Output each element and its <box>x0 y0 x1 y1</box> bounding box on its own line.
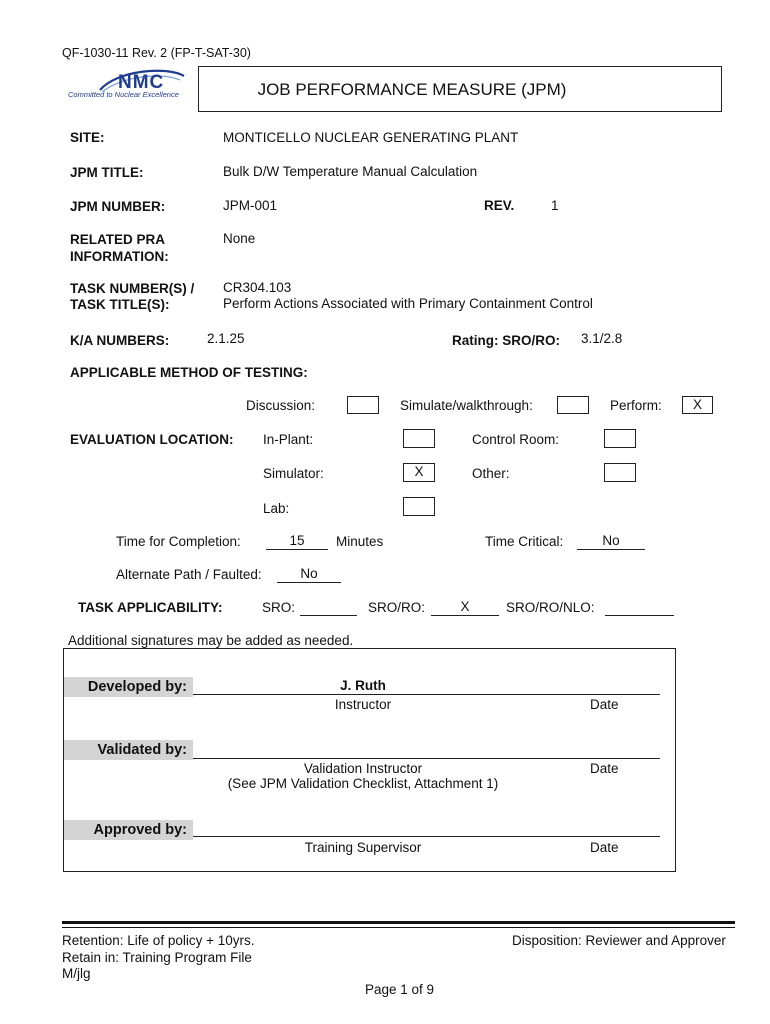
developed-date-label: Date <box>590 697 619 712</box>
developed-role: Instructor <box>334 697 392 712</box>
validated-label: Validated by: <box>64 740 193 760</box>
applicability-heading: TASK APPLICABILITY: <box>78 600 223 615</box>
disposition-text: Disposition: Reviewer and Approver <box>512 933 726 948</box>
sro-ro-nlo-label: SRO/RO/NLO: <box>506 600 595 615</box>
jpm-number-label: JPM NUMBER: <box>70 199 166 214</box>
simulate-label: Simulate/walkthrough: <box>400 398 533 413</box>
completion-unit: Minutes <box>336 534 384 549</box>
ka-value: 2.1.25 <box>207 331 245 346</box>
perform-checkbox[interactable]: X <box>682 396 713 414</box>
testing-heading: APPLICABLE METHOD OF TESTING: <box>70 365 308 380</box>
site-value: MONTICELLO NUCLEAR GENERATING PLANT <box>223 130 519 145</box>
inplant-checkbox[interactable] <box>403 429 435 448</box>
form-id: QF-1030-11 Rev. 2 (FP-T-SAT-30) <box>62 46 251 60</box>
logo-text: NMC <box>118 72 165 93</box>
simulator-checkbox[interactable]: X <box>403 463 435 482</box>
sro-ro-field[interactable]: X <box>431 599 499 616</box>
task-title: Perform Actions Associated with Primary Containment Control <box>223 296 593 311</box>
site-label: SITE: <box>70 130 105 145</box>
jpm-title-value: Bulk D/W Temperature Manual Calculation <box>223 164 478 179</box>
sro-ro-nlo-field[interactable] <box>605 599 674 616</box>
related-pra-label-2: INFORMATION: <box>70 249 169 264</box>
page-number: Page 1 of 9 <box>365 982 435 997</box>
control-room-checkbox[interactable] <box>604 429 636 448</box>
developed-name: J. Ruth <box>340 678 386 693</box>
discussion-checkbox[interactable] <box>347 396 379 414</box>
approved-role: Training Supervisor <box>304 840 422 855</box>
related-pra-label-1: RELATED PRA <box>70 232 166 247</box>
other-checkbox[interactable] <box>604 463 636 482</box>
ka-label: K/A NUMBERS: <box>70 333 170 348</box>
validated-date-label: Date <box>590 761 619 776</box>
retention-text: Retention: Life of policy + 10yrs. <box>62 933 255 948</box>
sro-field[interactable] <box>300 599 357 616</box>
inplant-label: In-Plant: <box>263 432 314 447</box>
developed-label: Developed by: <box>64 677 193 697</box>
nmc-logo <box>62 68 202 104</box>
initials-text: M/jlg <box>62 966 91 981</box>
control-room-label: Control Room: <box>472 432 560 447</box>
rev-label: REV. <box>484 198 515 213</box>
validated-note: (See JPM Validation Checklist, Attachment 1) <box>227 776 499 791</box>
rating-value: 3.1/2.8 <box>581 331 623 346</box>
task-label-2: TASK TITLE(S): <box>70 297 170 312</box>
lab-label: Lab: <box>263 501 290 516</box>
critical-field[interactable]: No <box>577 533 645 550</box>
page-title: JOB PERFORMANCE MEASURE (JPM) <box>257 80 567 99</box>
perform-label: Perform: <box>610 398 662 413</box>
related-pra-value: None <box>223 231 256 246</box>
footer-rule-thin <box>62 927 735 928</box>
alternate-label: Alternate Path / Faulted: <box>116 567 262 582</box>
logo-tagline: Committed to Nuclear Excellence <box>68 90 179 99</box>
footer-rule-thick <box>62 921 735 924</box>
developed-signature-line[interactable] <box>193 694 660 695</box>
sro-label: SRO: <box>262 600 296 615</box>
completion-label: Time for Completion: <box>116 534 241 549</box>
task-label-1: TASK NUMBER(S) / <box>70 281 195 296</box>
discussion-label: Discussion: <box>246 398 316 413</box>
critical-label: Time Critical: <box>485 534 564 549</box>
validated-role: Validation Instructor <box>303 761 423 776</box>
other-label: Other: <box>472 466 510 481</box>
simulator-label: Simulator: <box>263 466 324 481</box>
retain-in-text: Retain in: Training Program File <box>62 950 252 965</box>
sro-ro-label: SRO/RO: <box>368 600 426 615</box>
rev-value: 1 <box>551 198 559 213</box>
alternate-field[interactable]: No <box>277 566 341 583</box>
rating-label: Rating: SRO/RO: <box>452 333 560 348</box>
simulate-checkbox[interactable] <box>557 396 589 414</box>
signatures-note: Additional signatures may be added as needed. <box>68 633 354 648</box>
approved-signature-line[interactable] <box>193 836 660 837</box>
location-heading: EVALUATION LOCATION: <box>70 432 234 447</box>
approved-date-label: Date <box>590 840 619 855</box>
completion-field[interactable]: 15 <box>266 533 328 550</box>
task-number: CR304.103 <box>223 280 292 295</box>
jpm-number-value: JPM-001 <box>223 198 278 213</box>
approved-label: Approved by: <box>64 820 193 840</box>
jpm-title-label: JPM TITLE: <box>70 165 144 180</box>
validated-signature-line[interactable] <box>193 758 660 759</box>
lab-checkbox[interactable] <box>403 497 435 516</box>
